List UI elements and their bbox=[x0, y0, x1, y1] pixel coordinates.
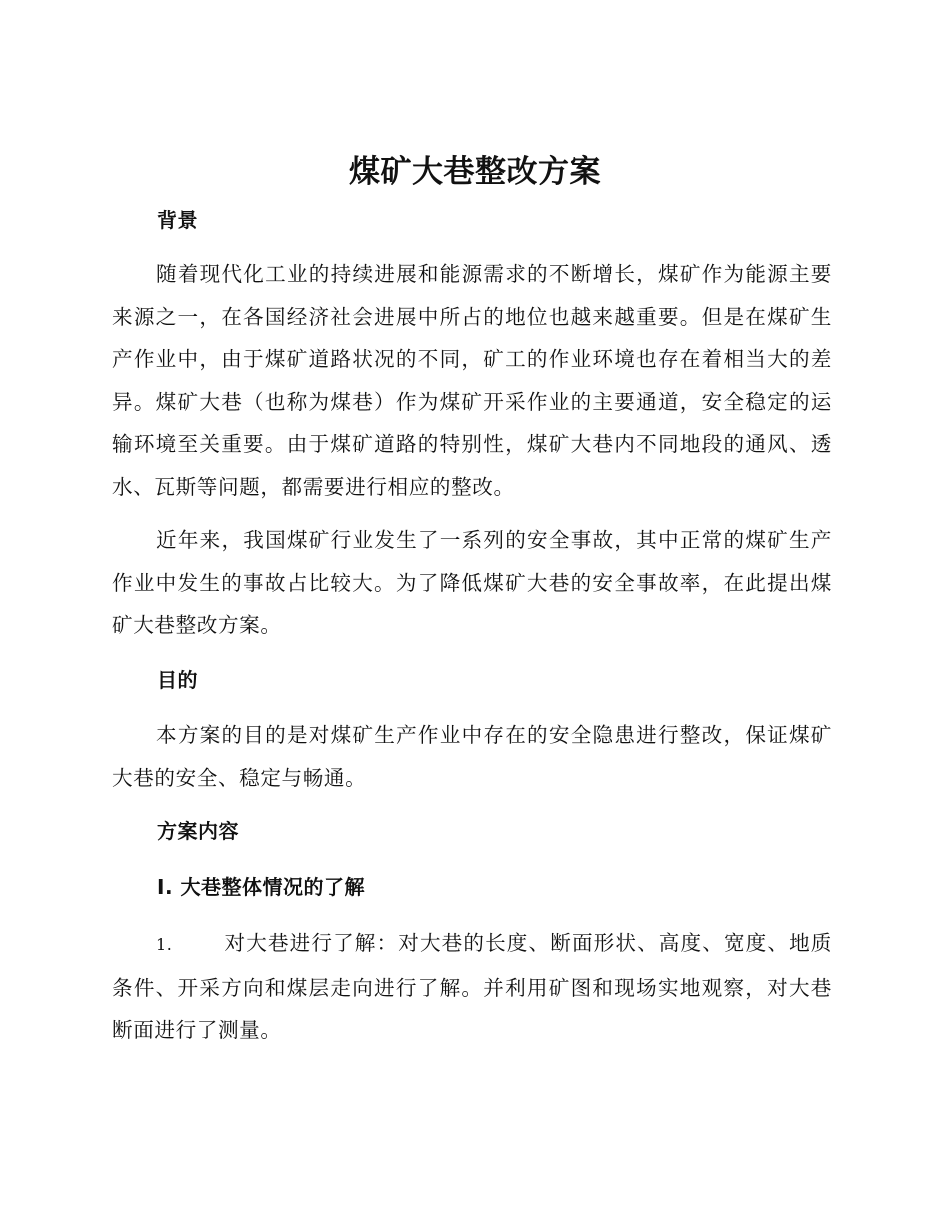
list-item-text: 对大巷进行了解：对大巷的长度、断面形状、高度、宽度、地质条件、开采方向和煤层走向进行了解。并利用矿图和现场实地观察，对大巷断面进行了测量。 bbox=[112, 931, 832, 1042]
subsection-heading-overview: I. 大巷整体情况的了解 bbox=[157, 875, 366, 899]
background-paragraph-2: 近年来，我国煤矿行业发生了一系列的安全事故，其中正常的煤矿生产作业中发生的事故占比较大。为了降低煤矿大巷的安全事故率，在此提出煤矿大巷整改方案。 bbox=[112, 528, 832, 637]
list-item-number: 1. bbox=[156, 935, 173, 954]
section-heading-purpose: 目的 bbox=[157, 668, 198, 692]
background-paragraph-1: 随着现代化工业的持续进展和能源需求的不断增长，煤矿作为能源主要来源之一，在各国经济社会进展中所占的地位也越来越重要。但是在煤矿生产作业中，由于煤矿道路状况的不同，矿工的作业环境也存在着相当大的差异。煤矿大巷（也称为煤巷）作为煤矿开采作业的主要通道，安全稳定的运输环境至关重要。由于煤矿道路的特别性，煤矿大巷内不同地段的通风、透水、瓦斯等问题，都需要进行相应的整改。 bbox=[112, 262, 832, 499]
list-item-1 bbox=[112, 922, 832, 1052]
document-title: 煤矿大巷整改方案 bbox=[349, 154, 601, 190]
section-heading-plan: 方案内容 bbox=[157, 819, 239, 843]
purpose-paragraph: 本方案的目的是对煤矿生产作业中存在的安全隐患进行整改，保证煤矿大巷的安全、稳定与畅通。 bbox=[112, 723, 832, 790]
section-heading-background: 背景 bbox=[157, 208, 198, 232]
